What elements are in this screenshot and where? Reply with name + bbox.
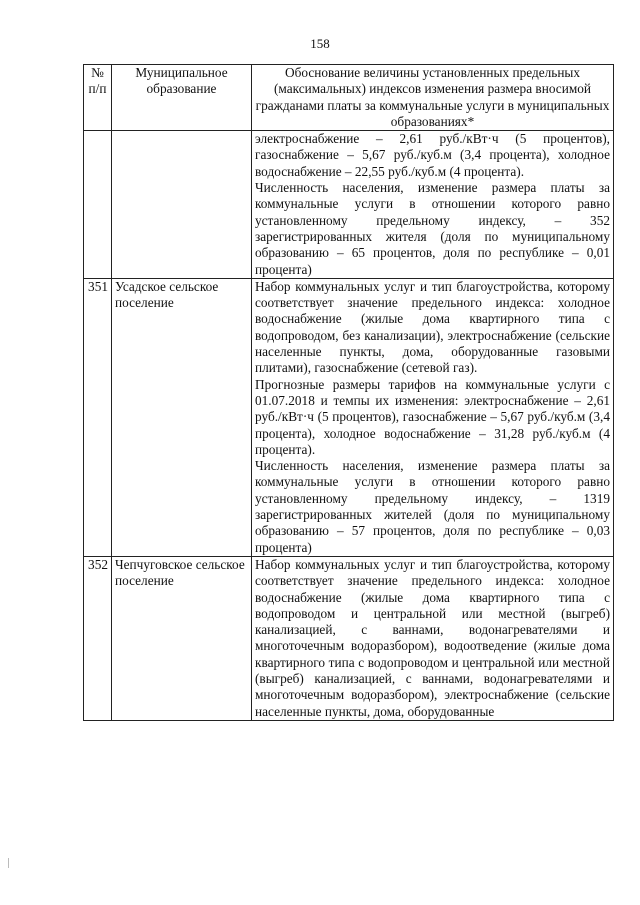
justification-paragraph: Прогнозные размеры тарифов на коммунальные услуги с 01.07.2018 и темпы их изменения: электроснабжение – 2,61 руб./кВт·ч (5 процентов), газоснабжение – 5,67 руб./куб.м (3,4 процента), холодное водоснабжение – 31,28 руб./куб.м (4 процента).: [255, 376, 610, 457]
municipality-name: Усадское сельское поселение: [112, 278, 252, 556]
page-number: 158: [310, 36, 330, 51]
justification-paragraph: Набор коммунальных услуг и тип благоустройства, которому соответствует значение предельного индекса: холодное водоснабжение (жилые дома квартирного типа с водопроводом, без канализации), электроснабжение (сельские населенные пункты, дома, оборудованные газовыми плитами), газоснабжение (сетевой газ).: [255, 278, 610, 376]
municipality-name: Чепчуговское сельское поселение: [112, 556, 252, 720]
row-number: 352: [84, 556, 112, 720]
table-header-row: [84, 65, 614, 131]
row-number: 351: [84, 278, 112, 556]
justification-paragraph: Набор коммунальных услуг и тип благоустройства, которому соответствует значение предельного индекса: холодное водоснабжение (жилые дома квартирного типа с водопроводом и центральной или местной (выгреб) канализацией, с ваннами, водонагревателями и многоточечным водоразбором), водоотведение (жилые дома квартирного типа с водопроводом и центральной или местной (выгреб) канализацией, с ваннами, водонагревателями и многоточечным водоразбором), электроснабжение (сельские населенные пункты, дома, оборудованные: [255, 556, 610, 719]
municipality-name: [112, 131, 252, 279]
table-row: [84, 131, 614, 279]
header-num: № п/п: [84, 65, 112, 131]
justification-cell: [252, 278, 614, 556]
table-row: [84, 556, 614, 720]
row-number: [84, 131, 112, 279]
table-row: [84, 278, 614, 556]
justification-paragraph: Численность населения, изменение размера платы за коммунальные услуги в отношении которого равно установленному предельному индексу, – 352 зарегистрированных жителя (доля по муниципальному образованию – 65 процентов, доля по республике – 0,01 процента): [255, 180, 610, 277]
table-body: [84, 131, 614, 721]
justification-paragraph: электроснабжение – 2,61 руб./кВт·ч (5 процентов), газоснабжение – 5,67 руб./куб.м (3,4 процента), холодное водоснабжение – 22,55 руб./куб.м (4 процента).: [255, 131, 610, 179]
header-municipality: Муниципальное образование: [112, 65, 252, 131]
tariff-table: [83, 64, 614, 721]
header-justification: Обоснование величины установленных предельных (максимальных) индексов изменения размера вносимой гражданами платы за коммунальные услуги в муниципальных образованиях*: [252, 65, 614, 131]
justification-paragraph: Численность населения, изменение размера платы за коммунальные услуги в отношении которого равно установленному предельному индексу, – 1319 зарегистрированных жителей (доля по муниципальному образованию – 57 процентов, доля по республике – 0,03 процента): [255, 458, 610, 555]
margin-mark: [8, 858, 12, 868]
justification-cell: [252, 131, 614, 279]
justification-cell: [252, 556, 614, 720]
